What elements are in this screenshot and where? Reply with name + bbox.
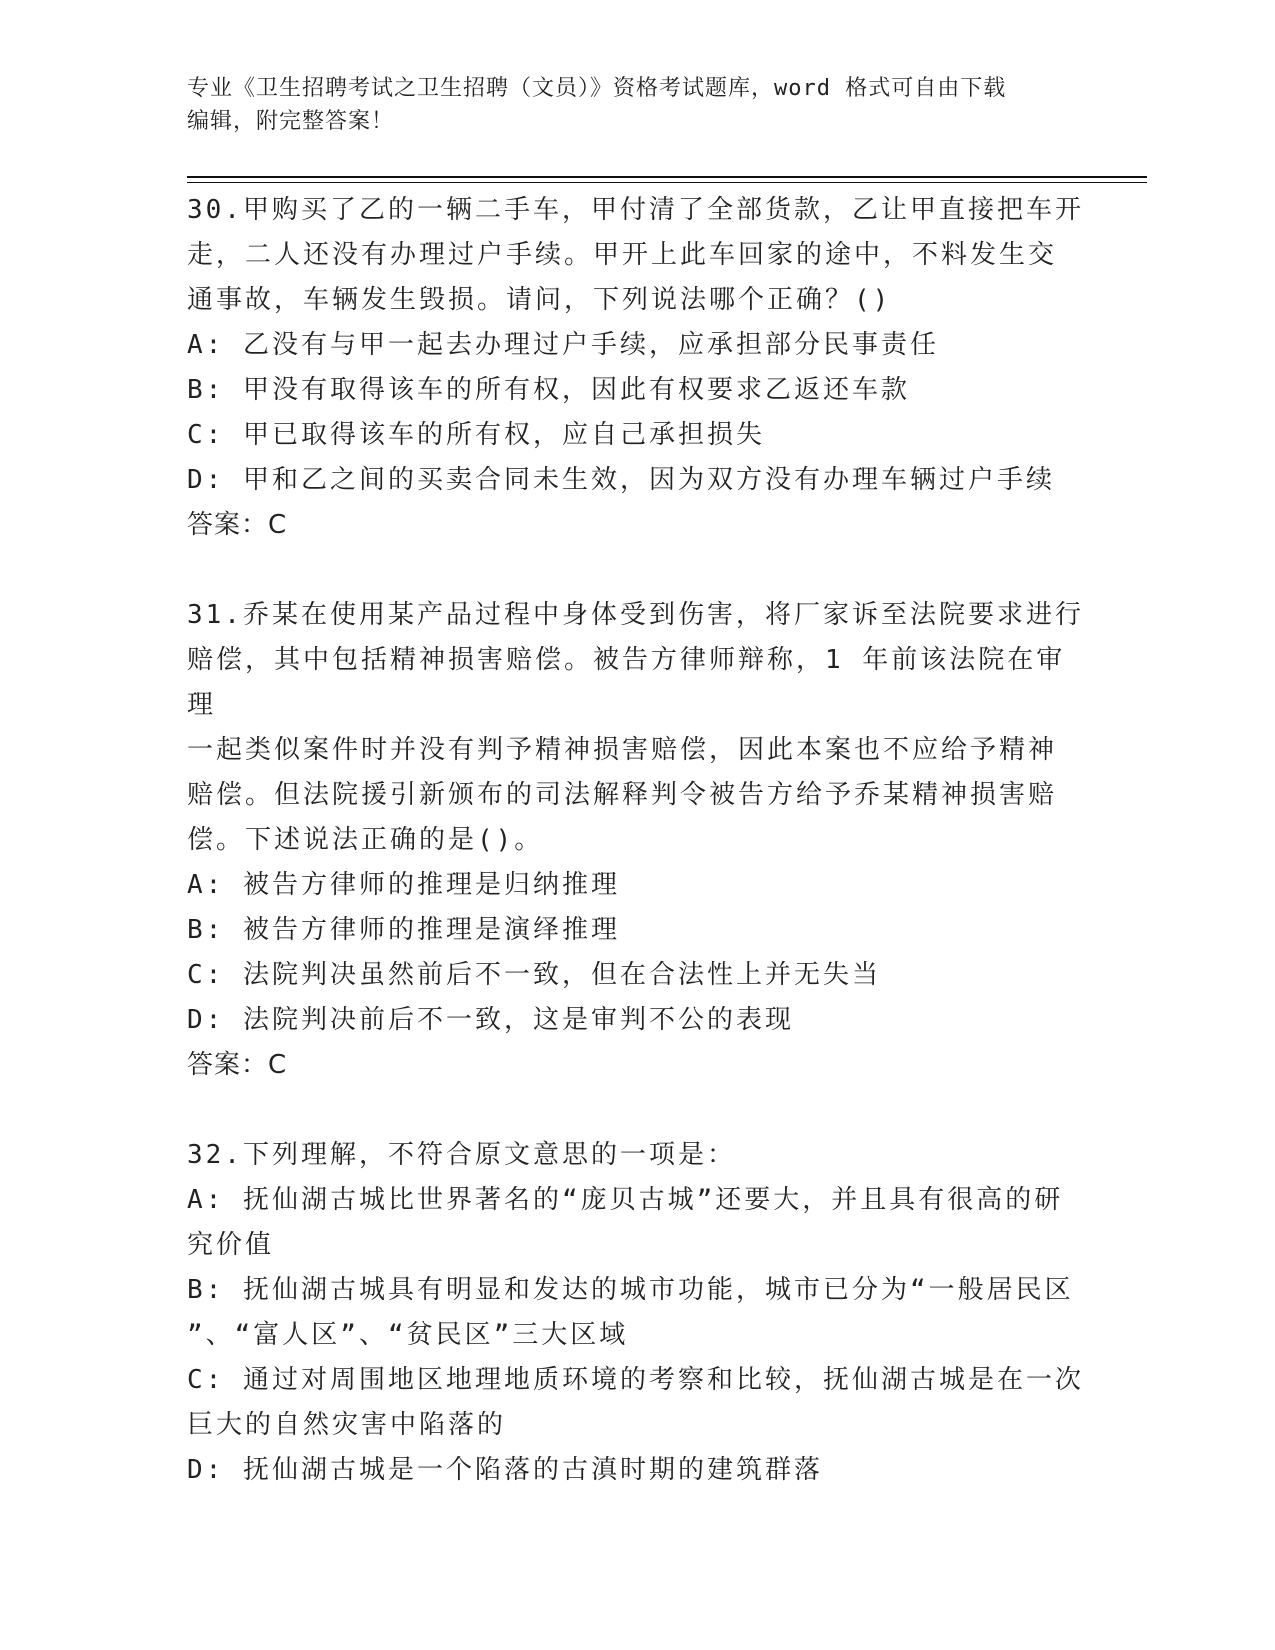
header-line-1: 专业《卫生招聘考试之卫生招聘（文员）》资格考试题库，word 格式可自由下载 [187,76,1007,101]
question-30 [187,188,1087,548]
option-a: A: 被告方律师的推理是归纳推理 [187,870,620,900]
question-stem-line: 31.乔某在使用某产品过程中身体受到伤害，将厂家诉至法院要求进行 [187,600,1084,630]
option-b: B: 甲没有取得该车的所有权，因此有权要求乙返还车款 [187,375,910,405]
option-c: C: 法院判决虽然前后不一致，但在合法性上并无失当 [187,960,881,990]
question-stem-line: 走，二人还没有办理过户手续。甲开上此车回家的途中，不料发生交 [187,240,1058,270]
answer-line: 答案：C [187,510,288,540]
header-divider-thin [187,182,1147,183]
option-b: B: 被告方律师的推理是演绎推理 [187,915,620,945]
answer-line: 答案：C [187,1050,288,1080]
question-stem-line: 偿。下述说法正确的是()。 [187,825,544,855]
option-d: D: 抚仙湖古城是一个陷落的古滇时期的建筑群落 [187,1455,823,1485]
question-31 [187,593,1087,1088]
header-divider-thick [187,176,1147,178]
question-stem-line: 赔偿。但法院援引新颁布的司法解释判令被告方给予乔某精神损害赔 [187,780,1058,810]
option-a-continued: 究价值 [187,1230,275,1260]
option-c-continued: 巨大的自然灾害中陷落的 [187,1410,507,1440]
header-line-2: 编辑，附完整答案！ [187,109,395,134]
option-b-continued: ”、“富人区”、“贫民区”三大区域 [187,1320,629,1350]
question-stem-line: 32.下列理解，不符合原文意思的一项是： [187,1140,736,1170]
question-stem-line: 通事故，车辆发生毁损。请问，下列说法哪个正确？() [187,285,892,315]
question-stem-line: 30.甲购买了乙的一辆二手车，甲付清了全部货款，乙让甲直接把车开 [187,195,1084,225]
option-a: A: 抚仙湖古城比世界著名的“庞贝古城”还要大，并且具有很高的研 [187,1185,1064,1215]
option-d: D: 法院判决前后不一致，这是审判不公的表现 [187,1005,794,1035]
option-d: D: 甲和乙之间的买卖合同未生效，因为双方没有办理车辆过户手续 [187,465,1055,495]
question-stem-line: 一起类似案件时并没有判予精神损害赔偿，因此本案也不应给予精神 [187,735,1058,765]
document-header [187,72,1087,138]
option-b: B: 抚仙湖古城具有明显和发达的城市功能，城市已分为“一般居民区 [187,1275,1074,1305]
question-stem-line: 赔偿，其中包括精神损害赔偿。被告方律师辩称，1 年前该法院在审理 [187,645,1066,720]
question-list [187,188,1087,1493]
question-32 [187,1133,1087,1493]
option-c: C: 通过对周围地区地理地质环境的考察和比较，抚仙湖古城是在一次 [187,1365,1084,1395]
spacer [187,548,1087,593]
spacer [187,1088,1087,1133]
option-a: A: 乙没有与甲一起去办理过户手续，应承担部分民事责任 [187,330,939,360]
option-c: C: 甲已取得该车的所有权，应自己承担损失 [187,420,765,450]
